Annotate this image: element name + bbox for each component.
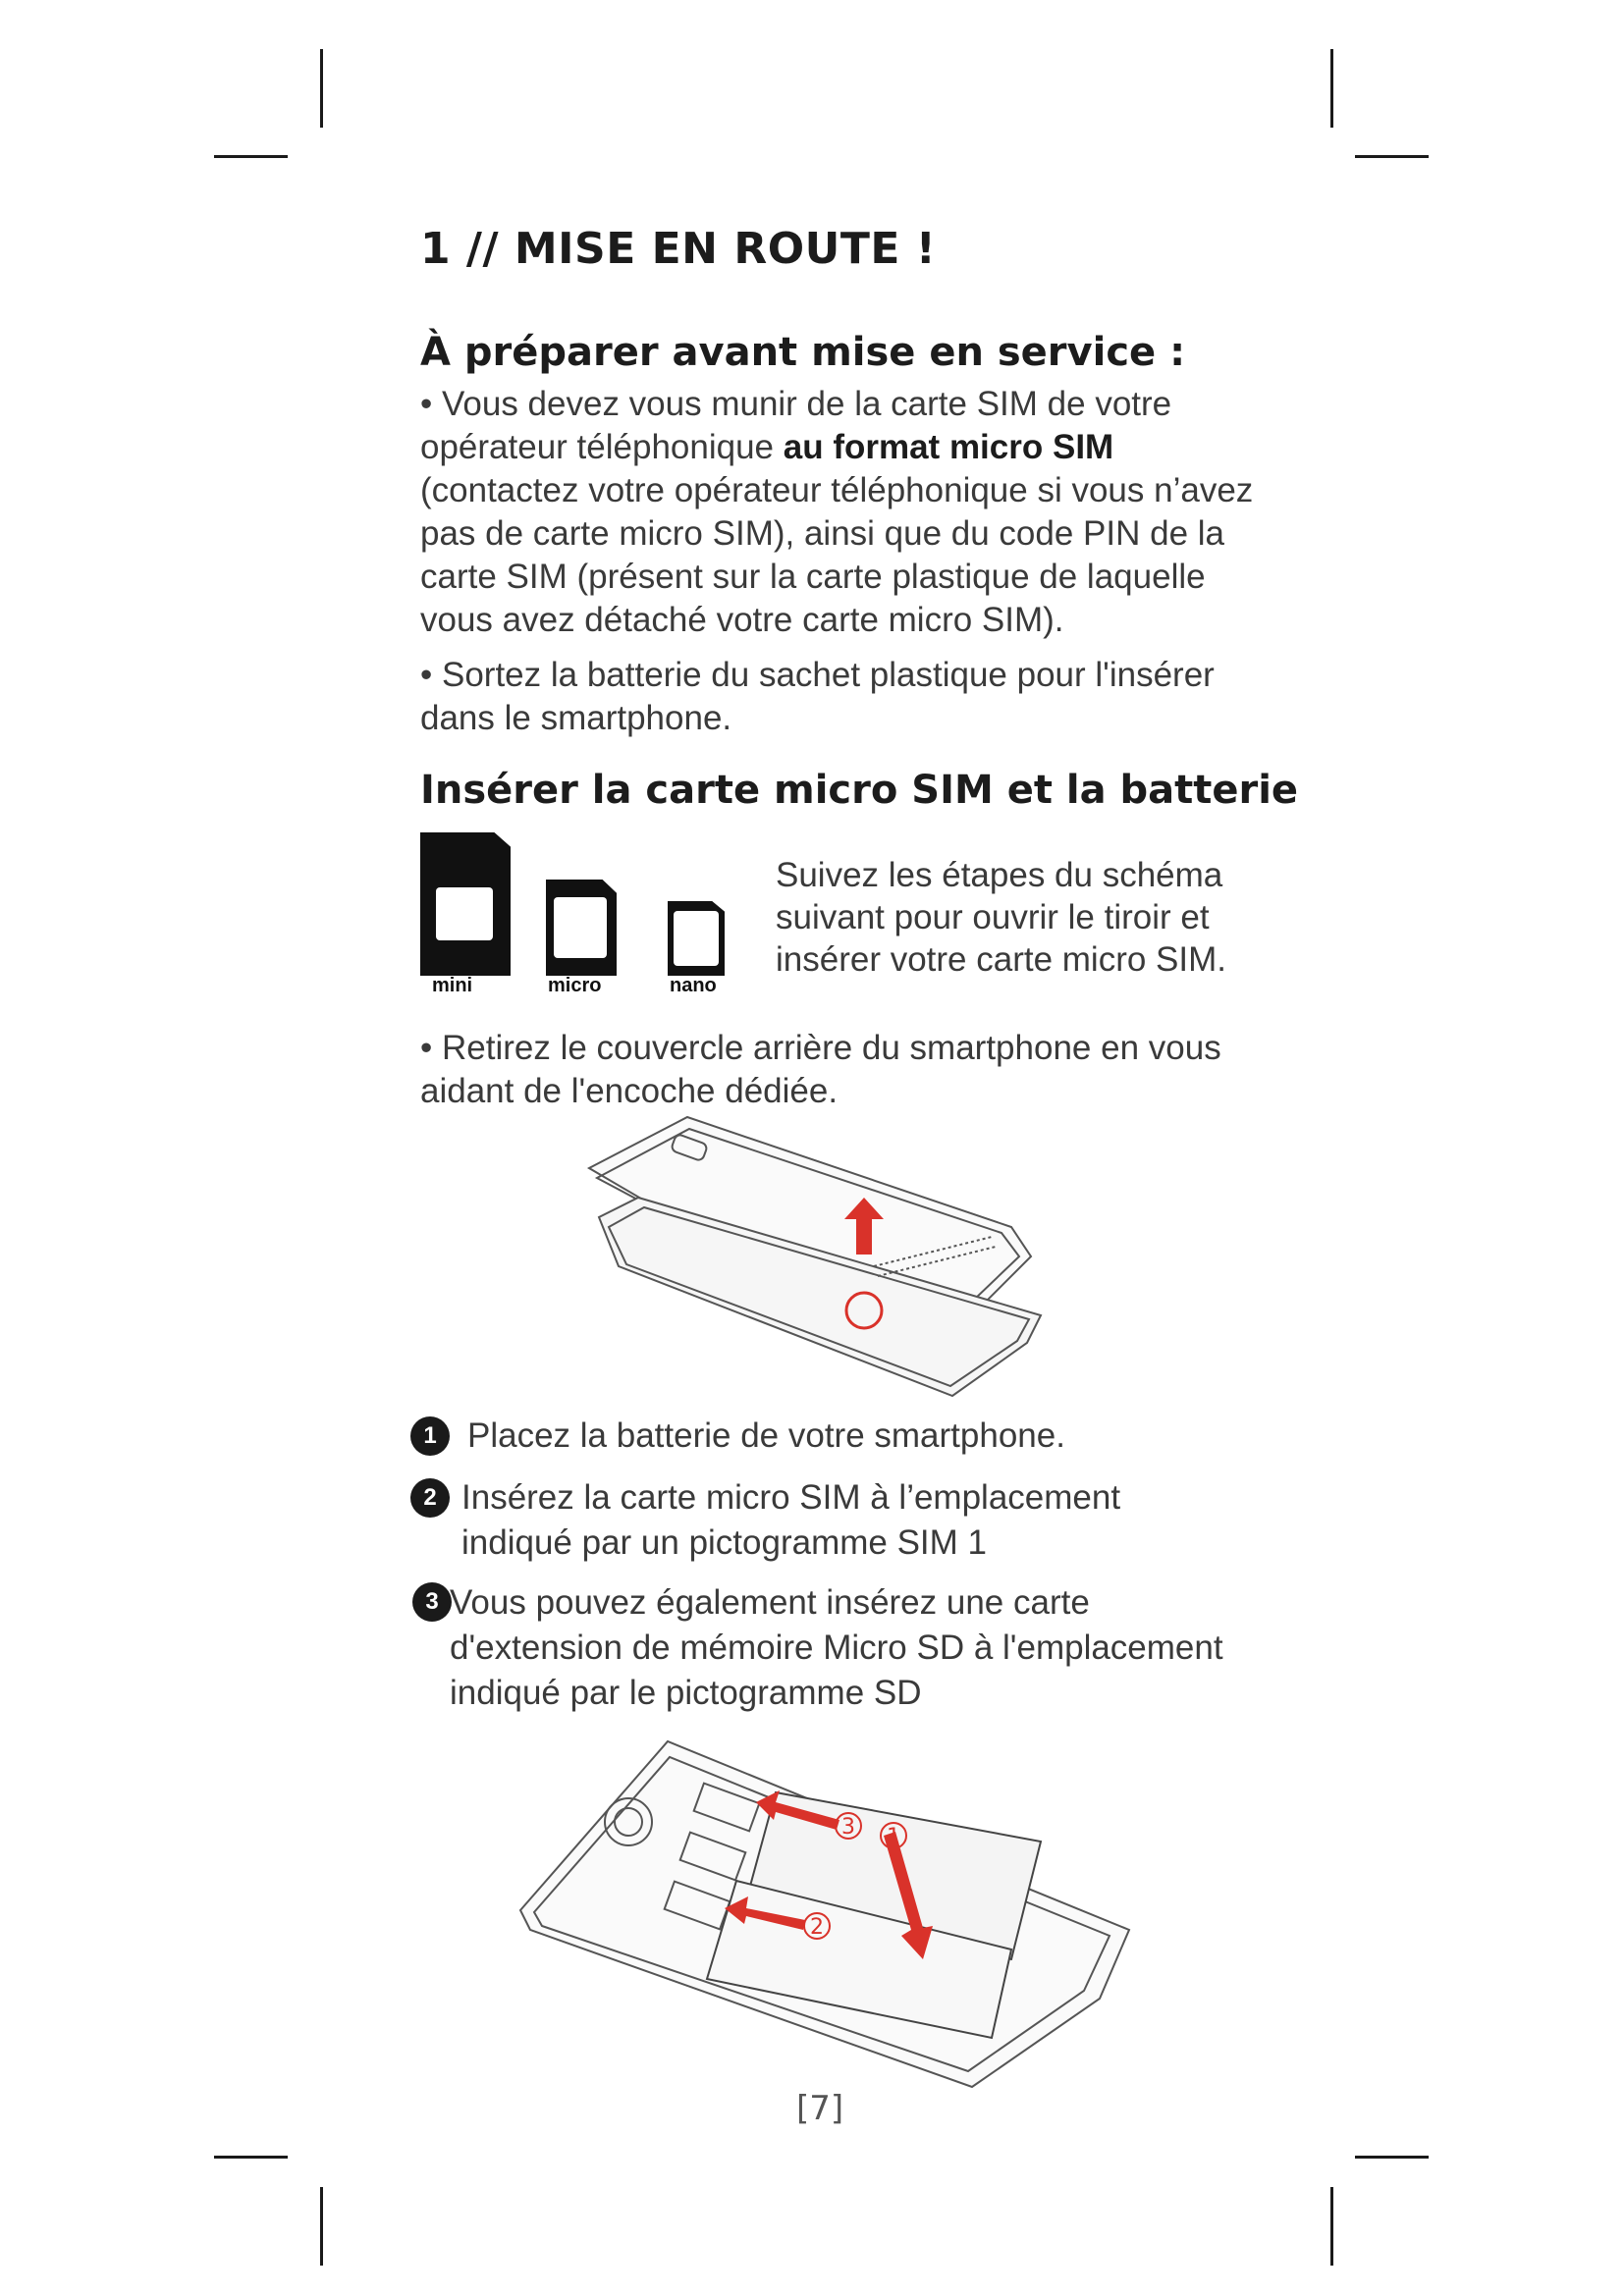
callout-2: 2 <box>810 1915 824 1940</box>
callout-3: 3 <box>841 1815 855 1840</box>
insert-heading: Insérer la carte micro SIM et la batterie <box>420 768 1299 813</box>
crop-mark <box>320 49 323 128</box>
prepare-bullet-2: • Sortez la batterie du sachet plastique pour l'insérer dans le smartphone. <box>420 656 1215 737</box>
section-title: 1 // MISE EN ROUTE ! <box>420 224 937 274</box>
crop-mark <box>1355 155 1429 158</box>
micro-sim-icon <box>546 880 617 976</box>
battery-sim-illustration <box>511 1734 1139 2097</box>
prepare-heading: À préparer avant mise en service : <box>420 330 1186 375</box>
bullet-1-bold: au format micro SIM <box>783 428 1114 466</box>
crop-mark <box>1330 2187 1333 2266</box>
step-2-badge: 2 <box>410 1478 450 1518</box>
nano-sim-icon <box>668 901 725 976</box>
step-3-badge: 3 <box>412 1582 452 1622</box>
sim-instructions: Suivez les étapes du schéma suivant pour ouvrir le tiroir et insérer votre carte micro SIM. <box>776 856 1226 979</box>
crop-mark <box>214 155 288 158</box>
prepare-bullet-1 <box>420 383 1265 642</box>
sim-formats-illustration <box>420 830 744 997</box>
bullet-1-rest: (contactez votre opérateur téléphonique si vous n’avez pas de carte micro SIM), ainsi que du code PIN de la carte SIM (présent sur la carte plastique de laquelle vous avez détaché votre carte micro SIM). <box>420 471 1254 639</box>
step-2-text: Insérez la carte micro SIM à l’emplacement indiqué par un pictogramme SIM 1 <box>461 1478 1121 1562</box>
crop-mark <box>1355 2156 1429 2159</box>
sim-label-mini: mini <box>432 975 473 996</box>
crop-mark <box>214 2156 288 2159</box>
step-1-badge: 1 <box>410 1416 450 1456</box>
crop-mark <box>320 2187 323 2266</box>
mini-sim-icon <box>420 832 511 976</box>
step-3-text: Vous pouvez également insérez une carte d'extension de mémoire Micro SD à l'emplacement indiqué par le pictogramme SD <box>450 1583 1223 1712</box>
bullet-1-text: • Vous devez vous munir de la carte SIM de votre opérateur téléphonique <box>420 385 1172 466</box>
sim-label-nano: nano <box>670 975 717 996</box>
remove-cover-text: • Retirez le couvercle arrière du smartphone en vous aidant de l'encoche dédiée. <box>420 1029 1221 1110</box>
remove-cover-illustration <box>579 1109 1051 1404</box>
crop-mark <box>1330 49 1333 128</box>
step-1-text: Placez la batterie de votre smartphone. <box>467 1416 1065 1455</box>
page-number: [7] <box>796 2089 844 2128</box>
sim-label-micro: micro <box>548 975 602 996</box>
callout-1: 1 <box>887 1825 900 1849</box>
